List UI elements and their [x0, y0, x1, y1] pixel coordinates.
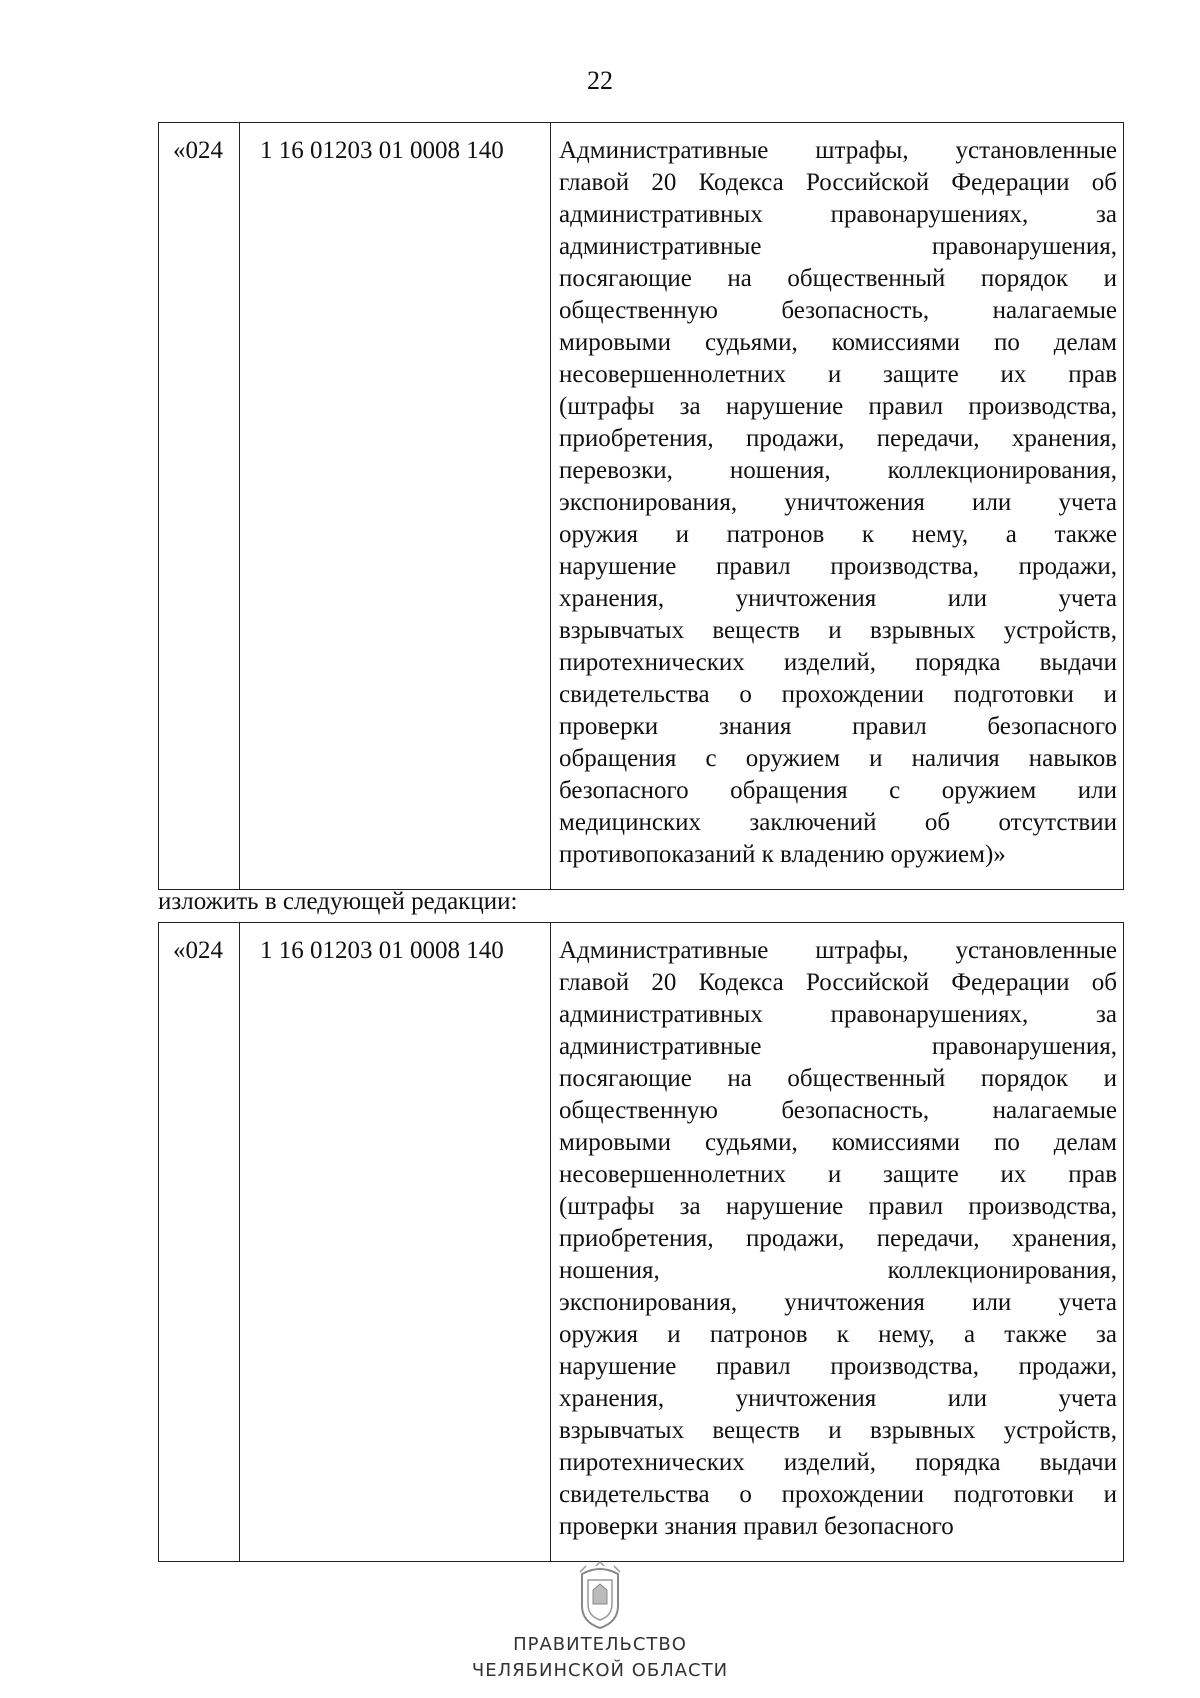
- description-line: ношения, коллекционирования,: [559, 1257, 1117, 1284]
- description-line: нарушение правил производства, продажи,: [559, 553, 1117, 580]
- description-line: проверки знания правил безопасного: [559, 713, 1117, 740]
- code-prefix: «024: [173, 137, 223, 164]
- description-line: общественную безопасность, налагаемые: [559, 1097, 1117, 1124]
- description-line: несовершеннолетних и защите их прав: [559, 361, 1117, 388]
- budget-code: 1 16 01203 01 0008 140: [260, 937, 504, 964]
- table-current-edition: [158, 122, 1124, 890]
- description-line: административные правонарушения,: [559, 1033, 1117, 1060]
- description-line: медицинских заключений об отсутствии: [559, 809, 1117, 836]
- table-row: [159, 123, 1124, 890]
- description-line: хранения, уничтожения или учета: [559, 1385, 1117, 1412]
- description-line: взрывчатых веществ и взрывных устройств,: [559, 617, 1117, 644]
- description-line: перевозки, ношения, коллекционирования,: [559, 457, 1117, 484]
- description-line: оружия и патронов к нему, а также за: [559, 1321, 1117, 1348]
- description-line: главой 20 Кодекса Российской Федерации об: [559, 169, 1117, 196]
- description-line: (штрафы за нарушение правил производства,: [559, 1193, 1117, 1220]
- footer-org-line1: ПРАВИТЕЛЬСТВО: [513, 1634, 687, 1655]
- description-line: взрывчатых веществ и взрывных устройств,: [559, 1417, 1117, 1444]
- description-line: мировыми судьями, комиссиями по делам: [559, 329, 1117, 356]
- description-line: оружия и патронов к нему, а также: [559, 521, 1117, 548]
- description-line: административных правонарушениях, за: [559, 1001, 1117, 1028]
- description-line: приобретения, продажи, передачи, хранения,: [559, 425, 1117, 452]
- description-line: административных правонарушениях, за: [559, 201, 1117, 228]
- description-text: [551, 923, 1123, 1545]
- description-line: безопасного обращения с оружием или: [559, 777, 1117, 804]
- table-cell-code-prefix: [159, 923, 240, 1562]
- code-prefix: «024: [173, 937, 223, 964]
- description-line: (штрафы за нарушение правил производства,: [559, 393, 1117, 420]
- table-cell-description: [551, 923, 1124, 1562]
- description-line: общественную безопасность, налагаемые: [559, 297, 1117, 324]
- description-line: главой 20 Кодекса Российской Федерации об: [559, 969, 1117, 996]
- description-line: обращения с оружием и наличия навыков: [559, 745, 1117, 772]
- description-line: свидетельства о прохождении подготовки и: [559, 681, 1117, 708]
- table-row: [159, 923, 1124, 1562]
- description-line: экспонирования, уничтожения или учета: [559, 1289, 1117, 1316]
- table-cell-description: [551, 123, 1124, 890]
- description-line: мировыми судьями, комиссиями по делам: [559, 1129, 1117, 1156]
- amendment-instruction: изложить в следующей редакции:: [158, 888, 518, 915]
- description-line: пиротехнических изделий, порядка выдачи: [559, 1449, 1117, 1476]
- description-line: свидетельства о прохождении подготовки и: [559, 1481, 1117, 1508]
- description-line: Административные штрафы, установленные: [559, 937, 1117, 964]
- table-cell-budget-code: [240, 923, 551, 1562]
- page-number: 22: [587, 66, 613, 95]
- coat-of-arms-seal-icon: [560, 1560, 640, 1632]
- description-line: проверки знания правил безопасного: [559, 1513, 954, 1540]
- description-line: Административные штрафы, установленные: [559, 137, 1117, 164]
- description-line: несовершеннолетних и защите их прав: [559, 1161, 1117, 1188]
- table-cell-code-prefix: [159, 123, 240, 890]
- description-line: экспонирования, уничтожения или учета: [559, 489, 1117, 516]
- description-line: посягающие на общественный порядок и: [559, 1065, 1117, 1092]
- footer-org-line2: ЧЕЛЯБИНСКОЙ ОБЛАСТИ: [471, 1660, 729, 1681]
- table-cell-budget-code: [240, 123, 551, 890]
- description-line: противопоказаний к владению оружием)»: [559, 841, 1006, 868]
- description-line: приобретения, продажи, передачи, хранения,: [559, 1225, 1117, 1252]
- description-line: нарушение правил производства, продажи,: [559, 1353, 1117, 1380]
- description-line: пиротехнических изделий, порядка выдачи: [559, 649, 1117, 676]
- description-line: хранения, уничтожения или учета: [559, 585, 1117, 612]
- table-new-edition: [158, 922, 1124, 1562]
- description-line: посягающие на общественный порядок и: [559, 265, 1117, 292]
- description-text: [551, 123, 1123, 873]
- description-line: административные правонарушения,: [559, 233, 1117, 260]
- budget-code: 1 16 01203 01 0008 140: [260, 137, 504, 164]
